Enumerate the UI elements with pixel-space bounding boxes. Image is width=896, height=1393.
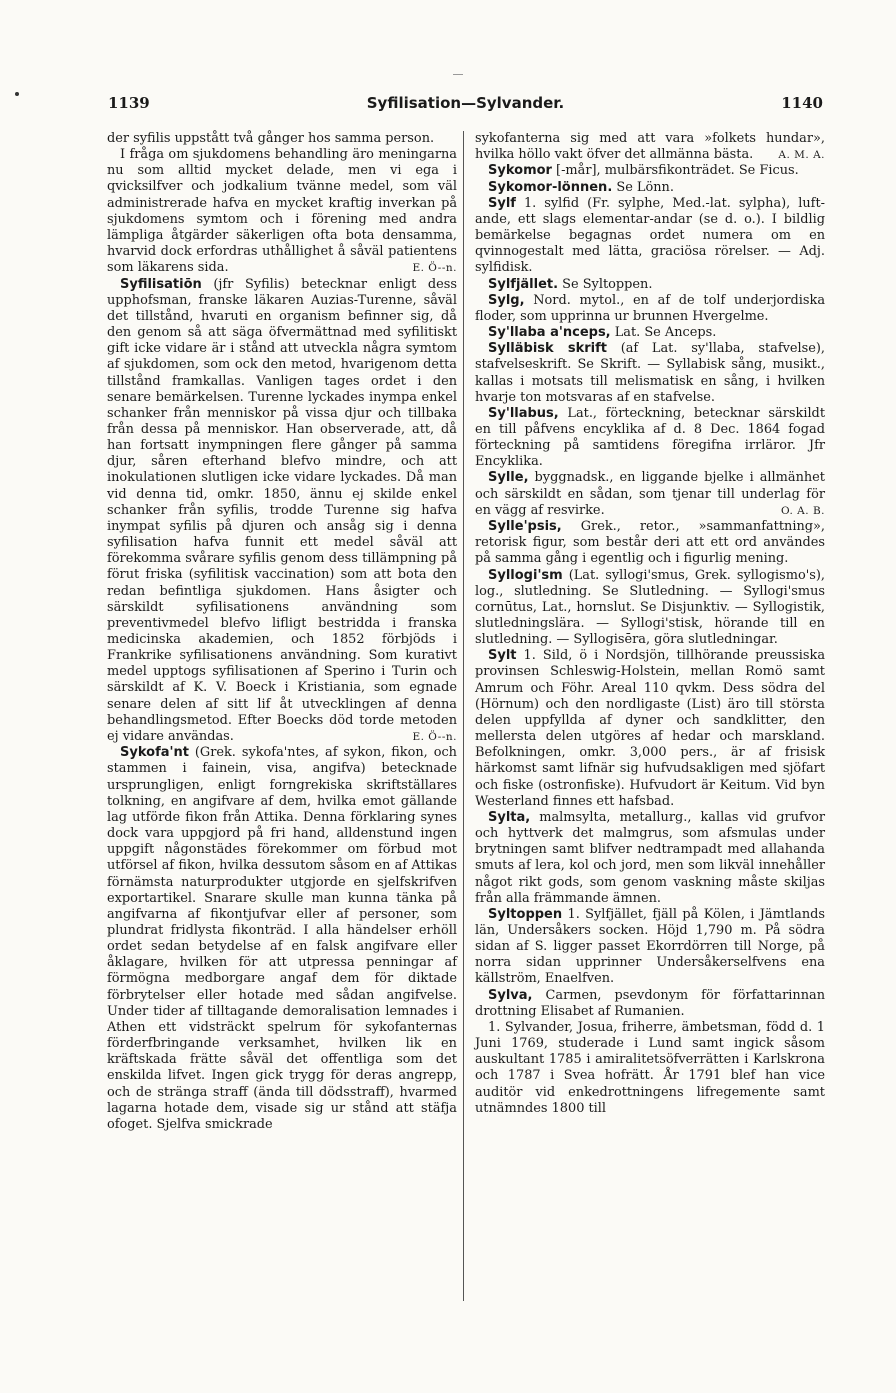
entry-body: (jfr Syfilis) betecknar enligt dess upphofsman, franske läkaren Auzias-Turenne, såväl det tillstånd, hvaruti en organism befinner sig, då den genom så att säga öfvermättnad med syfilitiskt gift icke vidare är i stånd att utveckla några symtom af sjukdomen, som ock den metod, hvarigenom detta tillstånd framkallas. Vanligen tages ordet i den senare bemärkelsen. Turenne lyckades inympa enkel schanker från menniskor på vissa djur och tillbaka från dessa på menniskor. Han observerade, att, då han fortsatt inympningen flere gånger på samma djur, såren efterhand blefvo mindre, och att inokulationen slutligen icke vidare lyckades. Då man vid denna tid, omkr. 1850, ännu ej skilde enkel schanker från syfilis, trodde Turenne sig hafva inympat syfilis på djuren och ansåg sig i denna syfilisation hafva funnit ett medel såväl att förekomma svårare syfilis genom dess tillämpning på förut friska (syfilitisk vaccination) som att bota den redan befintliga sjukdomen. Hans åsigter och särskildt syfilisationens användning som preventivmedel blefvo lifligt bestridda i franska medicinska akademien, och 1852 förbjöds i Frankrike syfilisationens användning. Som kurativt medel upptogs syfilisationen af Sperino i Turin och särskildt af K. V. Boeck i Kristiania, som egnade senare delen af sitt lif åt utvecklingen af denna behandlingsmetod. Efter Boecks död torde metoden ej vidare användas. <box>107 276 457 744</box>
dictionary-entry <box>107 745 457 1133</box>
entry-headword: Sylfjället. <box>488 276 559 292</box>
dictionary-entry <box>475 810 825 907</box>
entry-body: [-mår], mulbärsfikonträdet. Se Ficus. <box>551 163 799 179</box>
entry-body: Lat., förteckning, betecknar särskildt en till påfvens encyklika af d. 8 Dec. 1864 fogad förteckning på samtidens föregifna irrläror. Jfr Encyklika. <box>475 405 825 470</box>
entry-headword: Sy'llabus, <box>488 405 559 421</box>
entry-body: (Grek. sykofa'ntes, af sykon, fikon, och stammen i fainein, visa, angifva) betecknade ursprungligen, enligt forngrekiska skriftställares tolkning, en angifvare af dem, hvilka emot gällande lag utförde fikon från Attika. Denna förklaring synes dock vara uppgjord på fri hand, alldenstund ingen uppgift någonstädes förekommer om förbud mot utförsel af fikon, hvilka dessutom såsom en af Attikas förnämsta naturprodukter utgjorde en sjelfskrifven exportartikel. Snarare skulle man kunna tänka på angifvarna af fikontjufvar eller af personer, som plundrat fridlysta fikonträd. I alla händelser erhöll ordet sedan betydelse af en falsk angifvare eller åklagare, hvilken för att utpressa penningar af förmögna medborgare angaf dem för diktade förbrytelser eller hotade med sådan angifvelse. Under tider af tilltagande demoralisation lemnades i Athen ett vidsträckt spelrum för sykofanternas förderfbringande verksamhet, hvilken lik en kräftskada frätte såväl det offentliga som det enskilda lifvet. Ingen gick trygg för deras angrepp, och de stränga straff (ända till dödsstraff), hvarmed lagarna hotade dem, visade sig ur stånd att stäfja ofoget. Sjelfva smickrade <box>107 745 457 1132</box>
dictionary-entry <box>107 277 457 746</box>
entry-body: Carmen, psevdonym för författarinnan drottning Elisabet af Rumanien. <box>475 987 825 1019</box>
dictionary-entry <box>475 180 825 196</box>
entry-body: 1. sylfid (Fr. sylphe, Med.-lat. sylpha), luft-ande, ett slags elementar-andar (se d. o.). I bildlig bemärkelse begagnas ordet numera om en qvinnogestalt med lätta, graciösa rörelser. — Adj. sylfidisk. <box>475 195 825 276</box>
dictionary-entry <box>475 293 825 325</box>
entry-body: der syfilis uppstått två gånger hos samma person. <box>107 131 435 146</box>
author-signature: O. A. B. <box>781 504 825 517</box>
page-number-right: 1140 <box>781 94 823 112</box>
dictionary-entry <box>475 163 825 179</box>
dictionary-entry <box>475 277 825 293</box>
page-number-left: 1139 <box>108 94 150 112</box>
dictionary-entry <box>475 1020 825 1117</box>
dictionary-entry <box>475 325 825 341</box>
entry-headword: Sylt <box>488 648 517 664</box>
left-column <box>107 131 457 1133</box>
entry-headword: Sylle'psis, <box>488 519 562 535</box>
entry-body: 1. Sylvander, Josua, friherre, ämbetsman, född d. 1 Juni 1769, studerade i Lund samt ingick såsom auskultant 1785 i amiralitetsöfverrätten i Karlskrona och 1787 i Svea hofrätt. År 1791 blef han vice auditör vid enkedrottningens lifregemente samt utnämndes 1800 till <box>475 1019 825 1116</box>
running-head: Syfilisation—Sylvander. <box>366 94 565 112</box>
entry-headword: Sylg, <box>488 292 525 308</box>
entry-body: 1. Sild, ö i Nordsjön, tillhörande preussiska provinsen Schleswig-Holstein, mellan Romö samt Amrum och Föhr. Areal 110 qvkm. Dess södra del (Hörnum) och den nordligaste (List) äro till största delen uppfyllda af dyner och sandklitter, den mellersta delen utgöres af hedar och marskland. Befolkningen, omkr. 3,000 pers., är af frisisk härkomst samt lifnär sig hufvudsakligen med sjöfart och fiske (ostronfiske). Hufvudort är Keitum. Vid byn Westerland finnes ett hafsbad. <box>475 648 825 809</box>
entry-body: Nord. mytol., en af de tolf underjordiska floder, som upprinna ur brunnen Hvergelme. <box>475 292 825 324</box>
entry-body: malmsylta, metallurg., kallas vid grufvor och hyttverk det malmgrus, som afsmulas under brytningen samt blifver nedtrampadt med allahanda smuts af lera, kol och jord, men som likväl innehåller något rikt gods, som genom vaskning måste skiljas från alla främmande ämnen. <box>475 809 825 906</box>
column-divider <box>463 131 464 1301</box>
entry-headword: Syllogi'sm <box>488 567 563 583</box>
dictionary-entry <box>475 341 825 406</box>
paragraph <box>107 131 457 147</box>
entry-headword: Sy'llaba a'nceps, <box>488 325 611 341</box>
entry-body: byggnadsk., en liggande bjelke i allmänhet och särskildt en sådan, som tjenar till underlag för en vägg af resvirke. <box>475 470 825 518</box>
paragraph <box>107 147 457 276</box>
entry-headword: Sykomor-lönnen. <box>488 179 613 195</box>
entry-body: (af Lat. sy'llaba, stafvelse), stafvelseskrift. Se Skrift. — Syllabisk sång, musikt., kallas i motsats till melismatisk en sång, i hvilken hvarje ton motsvaras af en stafvelse. <box>475 341 825 405</box>
entry-headword: Sylf <box>488 195 516 211</box>
dictionary-entry <box>475 196 825 277</box>
entry-headword: Sylle, <box>488 470 529 486</box>
entry-headword: Sylta, <box>488 809 531 825</box>
page-tick-mark <box>453 74 463 75</box>
page-header <box>108 94 823 118</box>
dictionary-entry <box>475 648 825 810</box>
entry-body: 1. Sylfjället, fjäll på Kölen, i Jämtlands län, Undersåkers socken. Höjd 1,790 m. På södra sidan af S. ligger passet Ekorrdörren till Norge, på norra sidan upprinner Undersåkerselfvens ena källström, Enaelfven. <box>475 906 825 987</box>
dictionary-entry <box>475 519 825 567</box>
entry-headword: Sylläbisk skrift <box>488 341 607 357</box>
entry-body: Lat. Se Anceps. <box>610 325 717 341</box>
dictionary-entry <box>475 406 825 471</box>
right-column <box>475 131 825 1117</box>
author-signature: E. Ö--n. <box>412 262 457 275</box>
entry-body: sykofanterna sig med att vara »folkets hundar», hvilka höllo vakt öfver det allmänna bästa. <box>475 131 825 163</box>
entry-body: I fråga om sjukdomens behandling äro meningarna nu som alltid mycket delade, men vi ega i qvicksilfver och jodkalium tvänne medel, som väl administrerade hafva en mycket kraftig inverkan på sjukdomens symtom och i förening med andra lämpliga åtgärder säkerligen ofta bota densamma, hvarvid dock erfordras uthållighet å såväl patientens som läkarens sida. <box>107 147 457 276</box>
page-speck <box>15 92 19 96</box>
author-signature: E. Ö--n. <box>412 731 457 744</box>
entry-headword: Syfilisatiōn <box>120 276 202 292</box>
dictionary-entry <box>475 907 825 988</box>
entry-headword: Sylva, <box>488 987 533 1003</box>
dictionary-entry <box>475 568 825 649</box>
dictionary-entry <box>475 988 825 1020</box>
entry-headword: Syltoppen <box>488 906 563 922</box>
author-signature: A. M. A. <box>778 149 825 162</box>
entry-body: Se Lönn. <box>612 179 674 195</box>
entry-headword: Sykomor <box>488 163 552 179</box>
entry-headword: Sykofa'nt <box>120 745 189 761</box>
entry-body: (Lat. syllogi'smus, Grek. syllogismo's), log., slutledning. Se Slutledning. — Syllogi'smus cornūtus, Lat., hornslut. Se Disjunktiv. — Syllogistik, slutledningslära. — Syllogi'stisk, hörande till en slutledning. — Syllogisēra, göra slutledningar. <box>475 567 825 648</box>
entry-body: Grek., retor., »sammanfattning», retorisk figur, som består deri att ett ord användes på samma gång i egentlig och i figurlig mening. <box>475 519 825 567</box>
entry-body: Se Syltoppen. <box>558 276 653 292</box>
